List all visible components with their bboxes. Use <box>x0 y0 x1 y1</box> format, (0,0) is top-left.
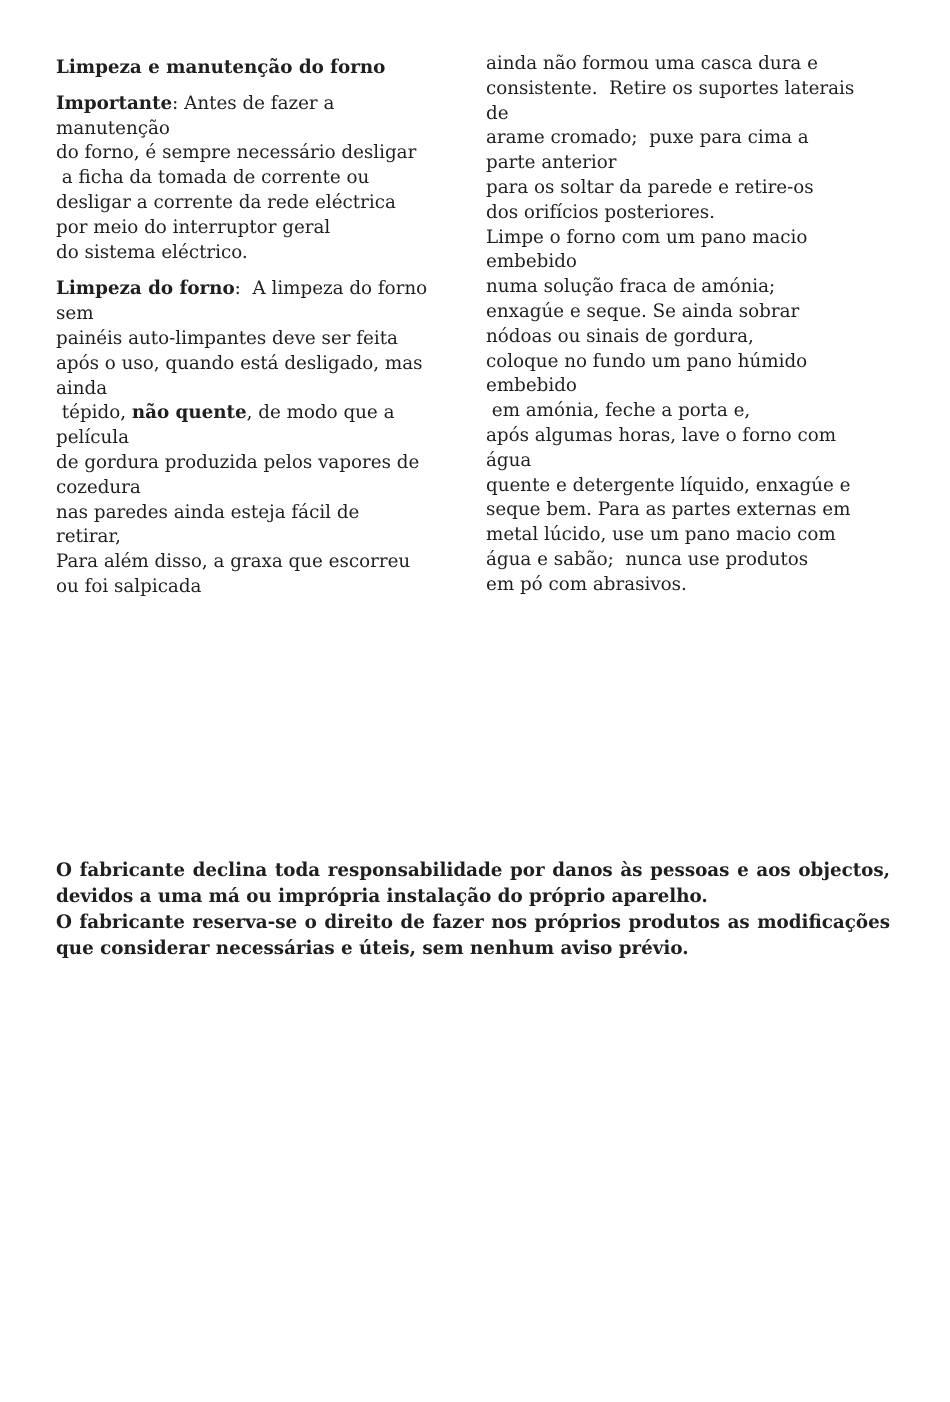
text-line: após o uso, quando está desligado, mas <box>56 352 423 374</box>
text-line: após algumas horas, lave o forno com <box>486 424 837 446</box>
text-line: metal lúcido, use um pano macio com <box>486 524 836 546</box>
text-line: ou foi salpicada <box>56 575 202 597</box>
text-line: enxagúe e seque. Se ainda sobrar <box>486 300 800 322</box>
text-line: em amónia, feche a porta e, <box>486 400 751 422</box>
text-line: dos orifícios posteriores. <box>486 201 715 223</box>
manufacturer-notice <box>56 858 890 962</box>
text-line: ainda <box>56 377 108 399</box>
modification-rights: O fabricante reserva-se o direito de fazer nos próprios produtos as modificações que considerar necessárias e úteis, sem nenhum aviso prévio. <box>56 912 890 959</box>
text-line: cozedura <box>56 476 141 498</box>
text-line: manutenção <box>56 117 170 139</box>
text-line: sem <box>56 303 94 325</box>
text-line: nódoas ou sinais de gordura, <box>486 325 754 347</box>
section-title: Limpeza e manutenção do forno <box>56 57 386 78</box>
text-line: água e sabão; nunca use produtos <box>486 548 809 570</box>
text-line: Limpe o forno com um pano macio <box>486 226 808 248</box>
text-line: por meio do interruptor geral <box>56 216 331 238</box>
text-line: Para além disso, a graxa que escorreu <box>56 551 411 573</box>
text-line: parte anterior <box>486 152 617 174</box>
text-line: ainda não formou uma casca dura e <box>486 53 818 74</box>
text-line: embebido <box>486 375 577 397</box>
right-column <box>486 52 896 598</box>
cleaning-label: Limpeza do forno <box>56 278 235 300</box>
text-line: numa solução fraca de amónia; <box>486 276 776 298</box>
text-line: do forno, é sempre necessário desligar <box>56 142 417 164</box>
text-line: desligar a corrente da rede eléctrica <box>56 191 396 213</box>
text-line: seque bem. Para as partes externas em <box>486 499 851 521</box>
text-line: retirar, <box>56 526 121 548</box>
text-line: consistente. Retire os suportes laterais <box>486 77 855 99</box>
text-line: embebido <box>486 251 577 273</box>
text-line: película <box>56 427 129 449</box>
important-label: Importante <box>56 92 173 114</box>
not-hot-emphasis: não quente <box>131 402 247 424</box>
tepid-line: tépido, não quente, de modo que a <box>56 402 395 424</box>
text-line: quente e detergente líquido, enxagúe e <box>486 474 851 496</box>
important-paragraph <box>56 92 466 266</box>
text-line: painéis auto-limpantes deve ser feita <box>56 327 398 349</box>
text-line: água <box>486 449 532 471</box>
text-line: nas paredes ainda esteja fácil de <box>56 501 360 523</box>
text-line: a ficha da tomada de corrente ou <box>56 167 370 189</box>
liability-disclaimer: O fabricante declina toda responsabilidade por danos às pessoas e aos objectos, devidos a uma má ou imprópria instalação do próprio aparelho. <box>56 860 890 907</box>
text-line: para os soltar da parede e retire-os <box>486 176 814 198</box>
text-line: do sistema eléctrico. <box>56 241 248 263</box>
cleaning-paragraph <box>56 277 466 599</box>
text-line: arame cromado; puxe para cima a <box>486 127 809 149</box>
text-line: coloque no fundo um pano húmido <box>486 350 808 372</box>
cleaning-first-line: Limpeza do forno: A limpeza do forno <box>56 278 428 300</box>
important-first-line: Importante: Antes de fazer a <box>56 92 335 114</box>
text-line: em pó com abrasivos. <box>486 573 687 595</box>
text-line: de gordura produzida pelos vapores de <box>56 451 420 473</box>
left-column <box>56 52 466 600</box>
text-line: de <box>486 102 509 124</box>
